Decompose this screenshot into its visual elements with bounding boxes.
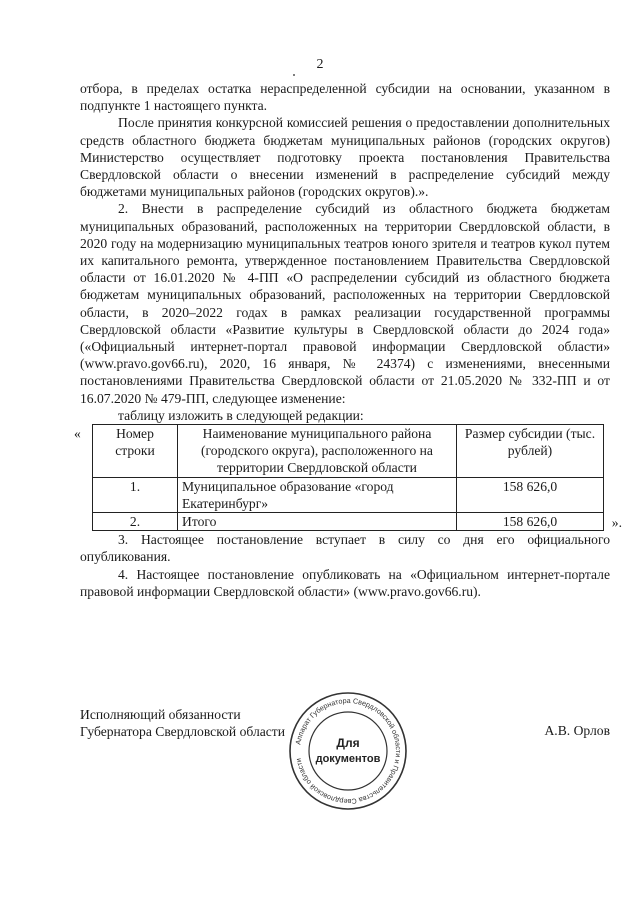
signatory-position: Исполняющий обязанности Губернатора Свердловской области [80,707,286,740]
stamp-center-line-2: документов [315,753,381,765]
stamp-center-line-1: Для [336,736,360,750]
stamp-ring-textpath: Аппарат Губернатора Свердловской области и Правительства Свердловской области [293,695,404,807]
header-subsidy-amount: Размер субсидии (тыс. рублей) [457,425,604,478]
header-row-number: Номер строки [93,425,178,478]
table-header-row [93,425,604,478]
row-amount: 158 626,0 [457,513,604,531]
paragraph-continuation: отбора, в пределах остатка нераспределенной субсидии на основании, указанном в подпункте 1 настоящего пункта. [80,81,610,114]
row-number: 1. [93,477,178,512]
document-body [74,80,622,600]
row-amount: 158 626,0 [457,477,604,512]
table-row [93,477,604,512]
row-municipality: Итого [178,513,457,531]
table-row [93,513,604,531]
close-quote: ». [611,515,622,531]
paragraph-item-4: 4. Настоящее постановление опубликовать на «Официальном интернет-портале правовой информации Свердловской области» (www.pravo.gov66.ru). [80,566,610,599]
paragraph-table-intro: таблицу изложить в следующей редакции: [118,407,364,423]
subsidy-table-wrap [74,424,622,531]
paragraph-item-2: 2. Внести в распределение субсидий из областного бюджета бюджетам муниципальных образований, расположенных на территории Свердловской области, в 2020 году на модернизацию муниципальных театров юного зрителя и театров кукол путем их капитального ремонта, утвержденное постановлением Правительства Свердловской области от 16.01.2020 № 4-ПП «О распределении субсидий из областного бюджета бюджетам муниципальных образований, расположенных на территории Свердловской области, в 2020–2022 годах в рамках реализации государственной программы Свердловской области «Развитие культуры в Свердловской области до 2024 года» («Официальный интернет-портал правовой информации Свердловской области» (www.pravo.gov66.ru), 2020, 16 января, № 24374) с изменениями, внесенными постановлениями Правительства Свердловской области от 21.05.2020 № 332-ПП и от 16.07.2020 № 479-ПП, следующее изменение: [80,201,610,406]
scan-speck [293,74,295,76]
row-number: 2. [93,513,178,531]
open-quote: « [74,426,81,442]
subsidy-table [92,424,604,531]
signatory-name: А.В. Орлов [544,723,610,738]
paragraph-item-3: 3. Настоящее постановление вступает в силу со дня его официального опубликования. [80,532,610,565]
official-stamp [287,690,409,812]
header-municipality: Наименование муниципального района (городского округа), расположенного на территории Свердловской области [178,425,457,478]
paragraph-commission: После принятия конкурсной комиссией решения о предоставлении дополнительных средств областного бюджета бюджетам муниципальных районов (городских округов) Министерство осуществляет подготовку проекта постановления Правительства Свердловской области о внесении изменений в распределение субсидий между бюджетами муниципальных районов (городских округов).». [80,115,610,200]
page-number: 2 [316,57,324,72]
row-municipality: Муниципальное образование «город Екатеринбург» [178,477,457,512]
